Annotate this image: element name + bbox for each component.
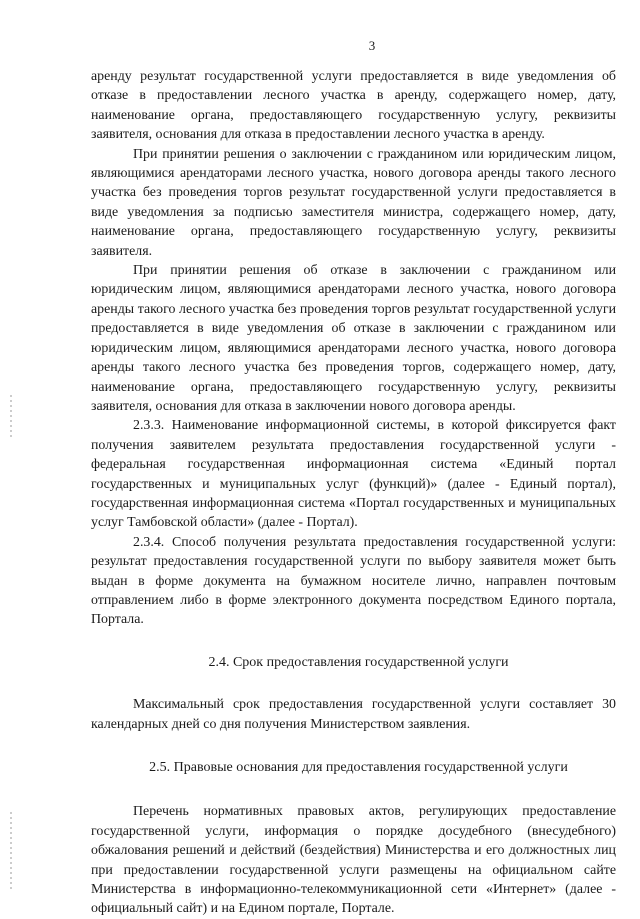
section-heading-2-4: 2.4. Срок предоставления государственной услуги <box>208 654 509 670</box>
scan-margin-mark <box>10 395 12 440</box>
section-heading-2-5: 2.5. Правовые основания для предоставления государственной услуги <box>149 760 568 775</box>
page-number: 3 <box>368 38 376 53</box>
paragraph-new-lease-refusal: При принятии решения об отказе в заключении с гражданином или юридическим лицом, являющимися арендаторами лесного участка, нового договора аренды такого лесного участка без проведения торгов результат государственной услуги предоставляется в виде уведомления об отказе в заключении с гражданином или юридическим лицом, являющимися арендаторами лесного участка, нового договора аренды такого лесного участка без проведения торгов, содержащего номер, дату, наименование органа, предоставляющего государственную услугу, реквизиты заявителя, основания для отказа в заключении нового договора аренды. <box>91 263 616 414</box>
paragraph-2-3-3: 2.3.3. Наименование информационной системы, в которой фиксируется факт получения заявителем результата предоставления государственной услуги - федеральная государственная информационная система «Единый портал государственных и муниципальных услуг (функций)» (далее - Единый портал), государственная информационная система «Портал государственных и муниципальных услуг Тамбовской области» (далее - Портал). <box>91 418 616 531</box>
document-body <box>91 67 616 919</box>
scan-margin-mark <box>10 812 12 892</box>
paragraph-max-term: Максимальный срок предоставления государственной услуги составляет 30 календарных дней со дня получения Министерством заявления. <box>91 697 616 732</box>
paragraph-2-3-4: 2.3.4. Способ получения результата предоставления государственной услуги: результат предоставления государственной услуги по выбору заявителя может быть выдан в форме документа на бумажном носителе лично, направлен почтовым отправлением либо в форме электронного документа посредством Единого портала, Портала. <box>91 534 616 628</box>
paragraph-refusal-notice: аренду результат государственной услуги предоставляется в виде уведомления об отказе в предоставлении лесного участка в аренду, содержащего номер, дату, наименование органа, предоставляющего государственную услугу, реквизиты заявителя, основания для отказа в предоставлении лесного участка в аренду. <box>91 69 616 143</box>
paragraph-new-lease-decision: При принятии решения о заключении с гражданином или юридическим лицом, являющимися арендаторами лесного участка, нового договора аренды такого лесного участка без проведения торгов результат государственной услуги предоставляется в виде уведомления за подписью заместителя министра, содержащего номер, дату, наименование органа, предоставляющего государственную услугу, реквизиты заявителя. <box>91 146 616 259</box>
paragraph-legal-acts: Перечень нормативных правовых актов, регулирующих предоставление государственной услуги, информация о порядке досудебного (внесудебного) обжалования решений и действий (бездействия) Министерства и его должностных лиц при предоставлении государственной услуги размещены на официальном сайте Министерства в информационно-телекоммуникационной сети «Интернет» (далее - официальный сайт) и на Едином портале, Портале. <box>91 804 616 917</box>
